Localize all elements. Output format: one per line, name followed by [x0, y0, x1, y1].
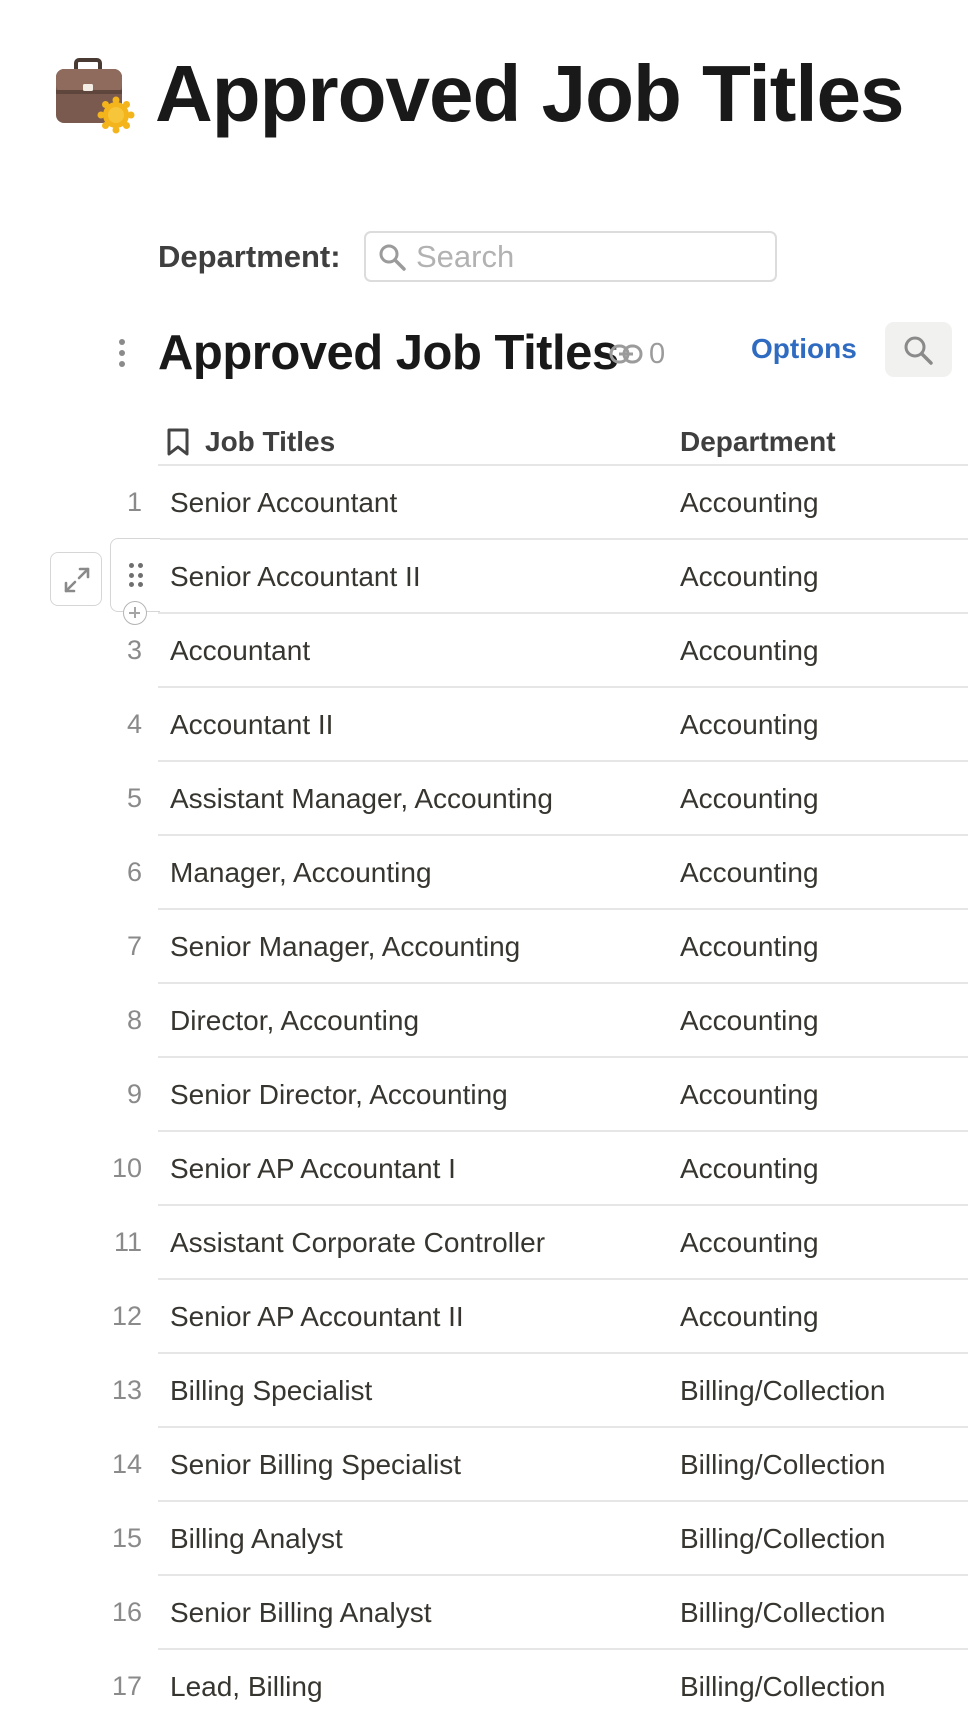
row-number: 14: [111, 1449, 142, 1479]
department-cell[interactable]: Accounting: [680, 709, 819, 740]
row-number: 11: [113, 1227, 142, 1257]
job-title-cell[interactable]: Senior AP Accountant I: [170, 1153, 456, 1184]
table-row[interactable]: [0, 762, 980, 836]
linked-count[interactable]: [609, 337, 665, 371]
department-search-input[interactable]: [416, 239, 766, 275]
job-title-cell[interactable]: Senior Director, Accounting: [170, 1079, 508, 1110]
job-title-cell[interactable]: Assistant Manager, Accounting: [170, 783, 553, 814]
row-number: 9: [126, 1079, 142, 1109]
department-cell[interactable]: Accounting: [680, 1153, 819, 1184]
row-number: 10: [111, 1153, 142, 1183]
column-header-label: Job Titles: [205, 426, 336, 457]
column-header-label: Department: [680, 426, 836, 457]
row-number: 16: [111, 1597, 142, 1627]
department-cell[interactable]: Accounting: [680, 635, 819, 666]
department-cell[interactable]: Accounting: [680, 1301, 819, 1332]
row-number: 1: [126, 487, 142, 517]
department-cell[interactable]: Billing/Collection: [680, 1671, 886, 1702]
table-row[interactable]: [0, 614, 980, 688]
table-row[interactable]: [0, 836, 980, 910]
job-title-cell[interactable]: Lead, Billing: [170, 1671, 323, 1702]
row-number: 6: [126, 857, 142, 887]
column-header-job-titles[interactable]: [165, 420, 335, 464]
row-number: 3: [126, 635, 142, 665]
job-title-cell[interactable]: Accountant II: [170, 709, 334, 740]
row-number: 7: [126, 931, 142, 961]
table-row[interactable]: [0, 466, 980, 540]
link-count-value: 0: [649, 337, 666, 370]
row-number: 15: [111, 1523, 142, 1553]
link-icon: [609, 343, 643, 365]
table-row[interactable]: [0, 1576, 980, 1650]
job-title-cell[interactable]: Manager, Accounting: [170, 857, 432, 888]
row-number: 5: [126, 783, 142, 813]
table-row[interactable]: [0, 1650, 980, 1724]
department-cell[interactable]: Accounting: [680, 783, 819, 814]
row-number: 17: [111, 1671, 142, 1701]
expand-icon: [62, 565, 92, 595]
search-icon: [903, 335, 933, 365]
collection-menu-handle[interactable]: [116, 339, 128, 371]
job-title-cell[interactable]: Senior AP Accountant II: [170, 1301, 464, 1332]
collection-search-button[interactable]: [885, 322, 952, 377]
department-cell[interactable]: Accounting: [680, 931, 819, 962]
job-title-cell[interactable]: Senior Accountant II: [170, 561, 421, 592]
department-cell[interactable]: Billing/Collection: [680, 1597, 886, 1628]
briefcase-badge-icon[interactable]: [54, 60, 134, 134]
row-number: 13: [111, 1375, 142, 1405]
table-row[interactable]: [0, 688, 980, 762]
table-row[interactable]: [0, 984, 980, 1058]
job-title-cell[interactable]: Senior Accountant: [170, 487, 398, 518]
department-cell[interactable]: Billing/Collection: [680, 1449, 886, 1480]
expand-row-button[interactable]: [50, 552, 102, 606]
table-row[interactable]: [0, 1058, 980, 1132]
department-search-field[interactable]: [364, 231, 777, 282]
drag-handle-icon: [129, 563, 143, 589]
table-row[interactable]: [0, 910, 980, 984]
job-title-cell[interactable]: Accountant: [170, 635, 311, 666]
department-cell[interactable]: Billing/Collection: [680, 1523, 886, 1554]
search-icon: [378, 243, 406, 271]
table-row[interactable]: [0, 1354, 980, 1428]
filter-label: Department:: [158, 239, 341, 274]
table-row[interactable]: [0, 1428, 980, 1502]
department-cell[interactable]: Accounting: [680, 561, 819, 592]
department-cell[interactable]: Accounting: [680, 1005, 819, 1036]
department-cell[interactable]: Accounting: [680, 857, 819, 888]
job-title-cell[interactable]: Assistant Corporate Controller: [170, 1227, 546, 1258]
job-title-cell[interactable]: Billing Specialist: [170, 1375, 373, 1406]
department-cell[interactable]: Accounting: [680, 1079, 819, 1110]
department-cell[interactable]: Billing/Collection: [680, 1375, 886, 1406]
table-row[interactable]: [0, 1132, 980, 1206]
row-number: 8: [126, 1005, 142, 1035]
column-header-department[interactable]: [680, 420, 836, 464]
job-title-cell[interactable]: Senior Billing Specialist: [170, 1449, 462, 1480]
options-button[interactable]: Options: [751, 333, 857, 364]
add-row-icon[interactable]: [123, 601, 147, 625]
collection-title: Approved Job Titles: [158, 326, 619, 380]
job-title-cell[interactable]: Director, Accounting: [170, 1005, 420, 1036]
job-title-cell[interactable]: Billing Analyst: [170, 1523, 343, 1554]
department-cell[interactable]: Accounting: [680, 1227, 819, 1258]
job-title-cell[interactable]: Senior Billing Analyst: [170, 1597, 432, 1628]
table-row[interactable]: [0, 1206, 980, 1280]
job-title-cell[interactable]: Senior Manager, Accounting: [170, 931, 521, 962]
department-cell[interactable]: Accounting: [680, 487, 819, 518]
row-number: 4: [126, 709, 142, 739]
table-row[interactable]: [0, 1502, 980, 1576]
row-number: 12: [111, 1301, 142, 1331]
table-row[interactable]: [0, 1280, 980, 1354]
bookmark-icon: [165, 427, 191, 457]
page-title: Approved Job Titles: [155, 49, 904, 138]
